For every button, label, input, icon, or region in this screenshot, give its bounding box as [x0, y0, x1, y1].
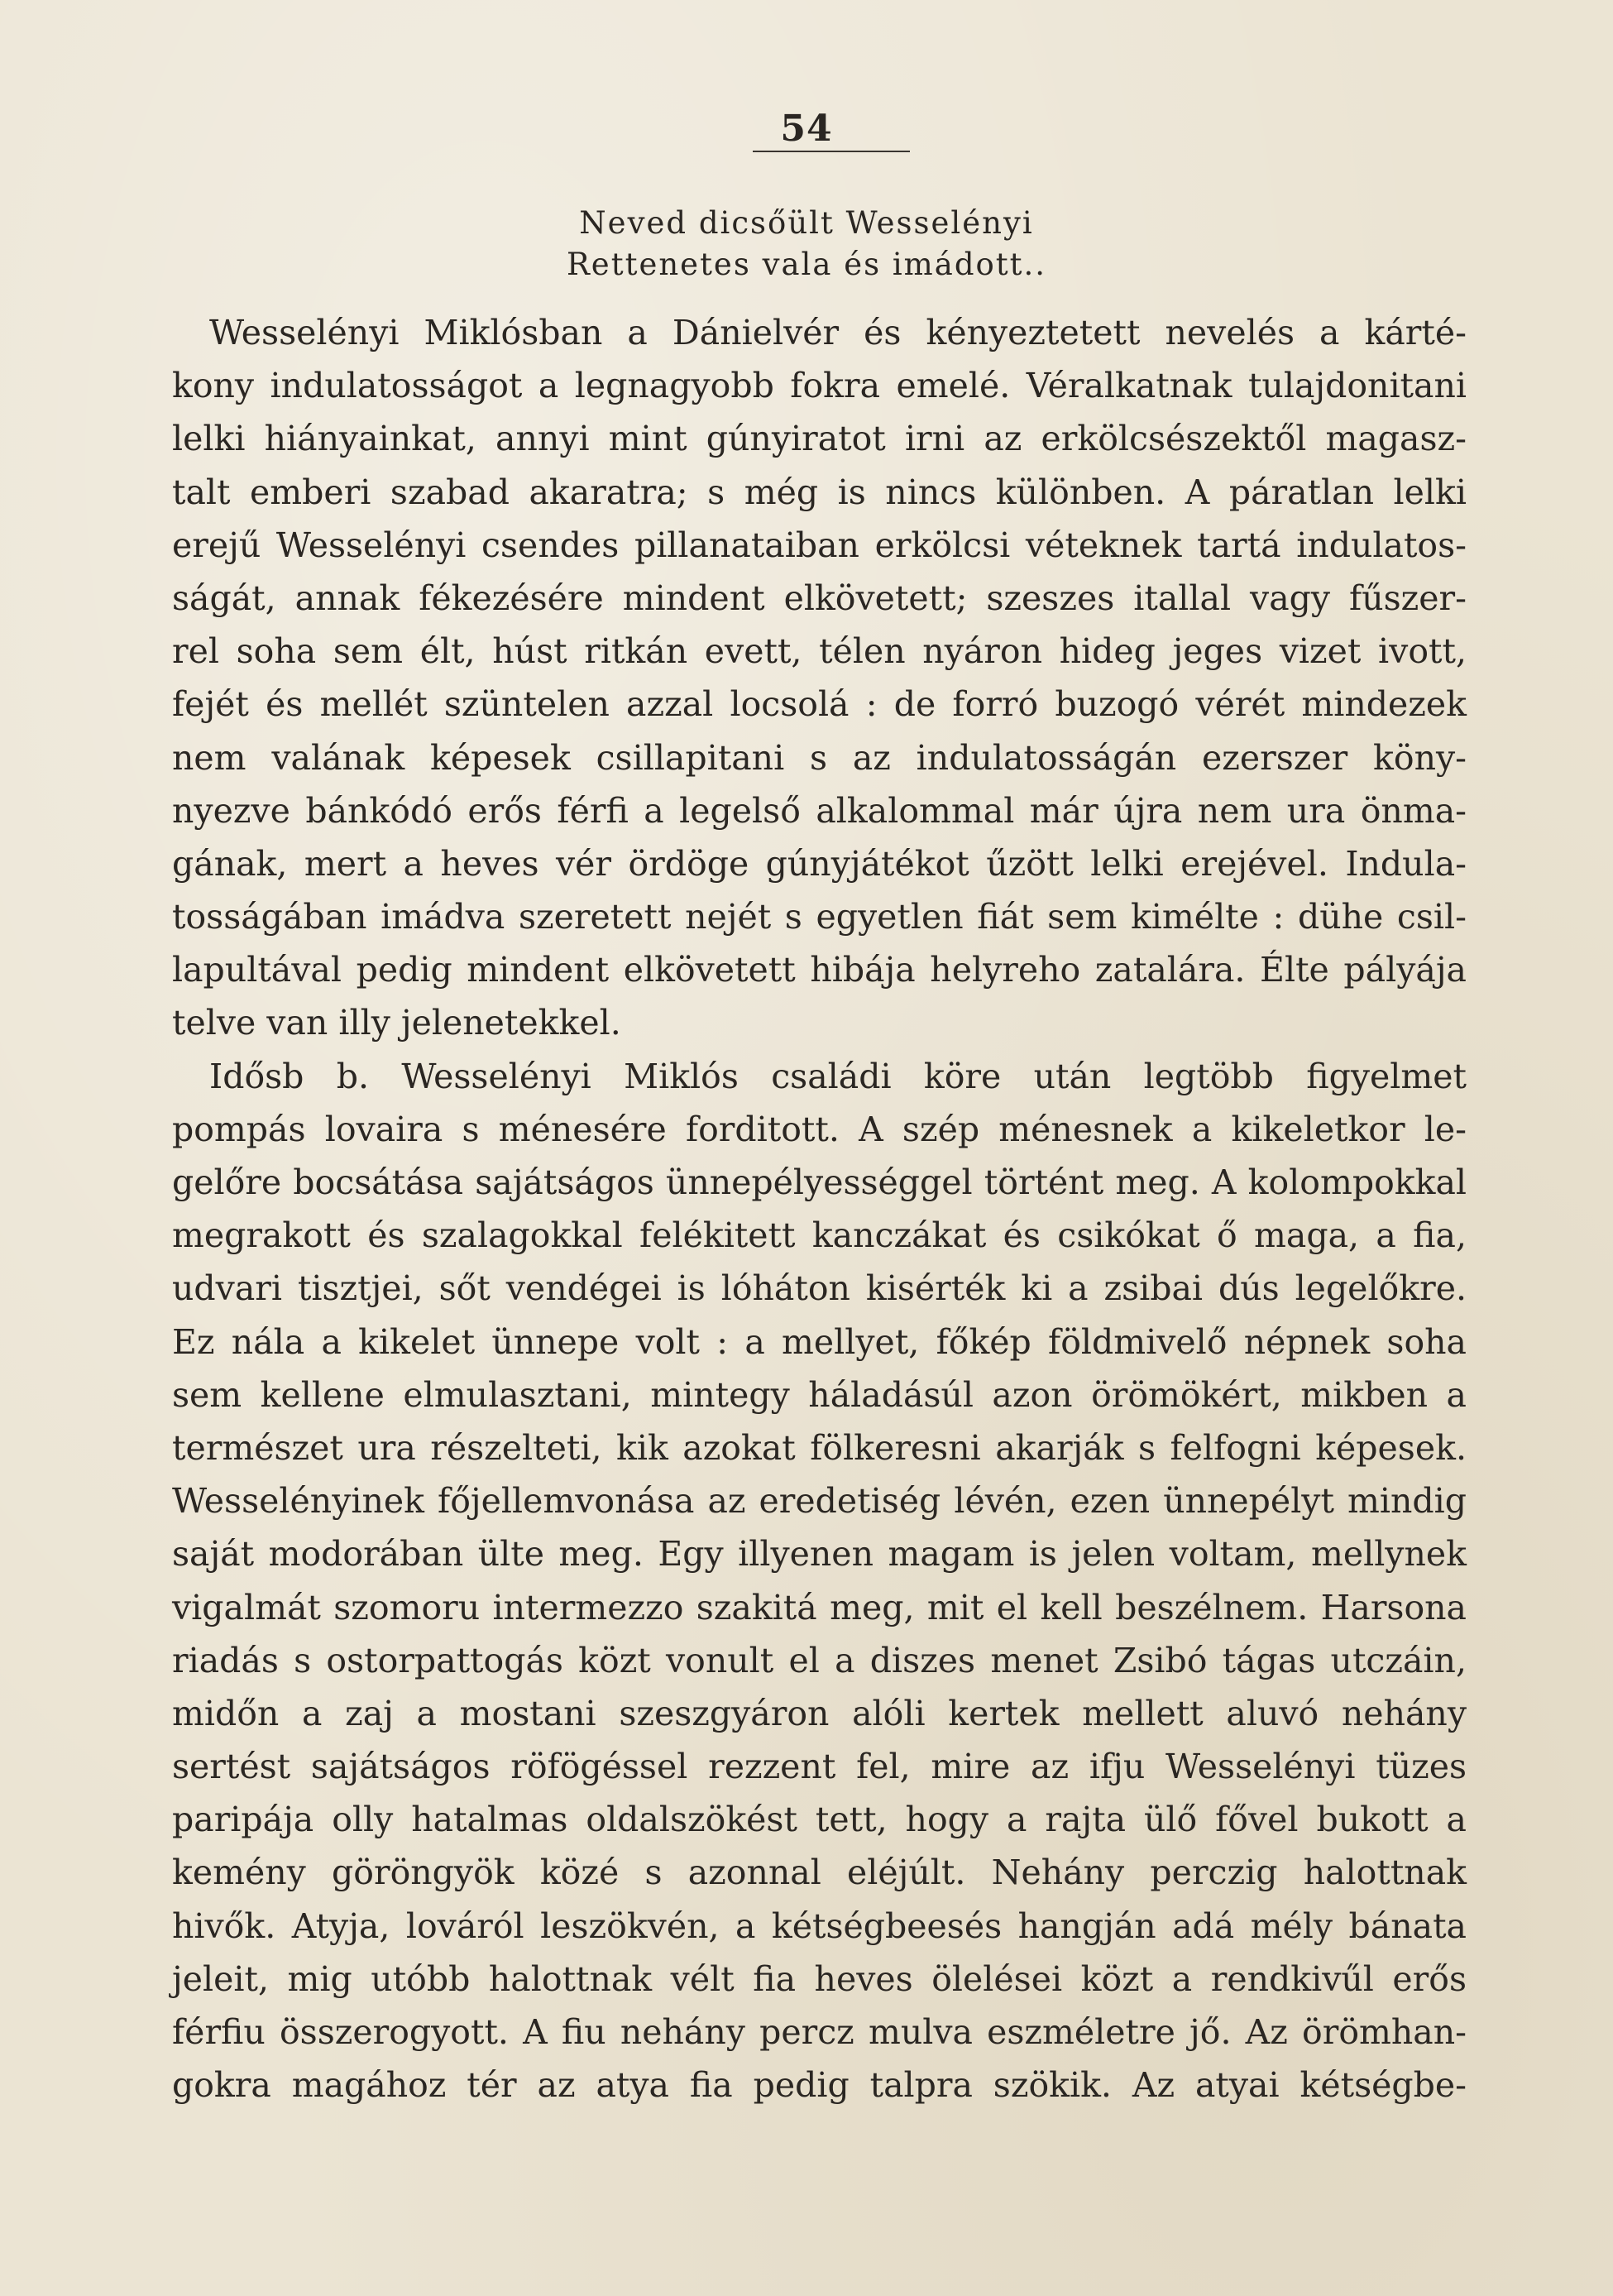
text-line: rel soha sem élt, húst ritkán evett, télen nyáron hideg jeges vizet ivott, — [172, 631, 1467, 672]
text-line: talt emberi szabad akaratra; s még is nincs különben. A páratlan lelki — [172, 472, 1467, 512]
text-line: udvari tisztjei, sőt vendégei is lóháton kisérték ki a zsibai dús legelőkre. — [172, 1268, 1467, 1309]
paragraph-1 — [172, 306, 1467, 1050]
text-line: pompás lovaira s ménesére forditott. A szép ménesnek a kikeletkor le- — [172, 1109, 1467, 1149]
body-text — [172, 306, 1467, 2111]
text-line: lelki hiányainkat, annyi mint gúnyiratot irni az erkölcsészektől magasz- — [172, 419, 1467, 459]
text-line: saját modorában ülte meg. Egy illyenen magam is jelen voltam, mellynek — [172, 1534, 1467, 1575]
text-line: jeleit, mig utóbb halottnak vélt fia heves ölelései közt a rendkivűl erős — [172, 1958, 1467, 1999]
text-line: kemény göröngyök közé s azonnal eléjúlt. Nehány perczig halottnak — [172, 1853, 1467, 1893]
text-line: sertést sajátságos röfögéssel rezzent fel, mire az ifju Wesselényi tüzes — [172, 1747, 1467, 1787]
page-number-rule — [753, 151, 910, 152]
text-line: gokra magához tér az atya fia pedig talpra szökik. Az atyai kétségbe- — [172, 2065, 1467, 2106]
text-line: sem kellene elmulasztani, mintegy háladásúl azon örömökért, mikben a — [172, 1374, 1467, 1415]
text-line: nem valának képesek csillapitani s az indulatosságán ezerszer köny- — [172, 737, 1467, 778]
motto-line: Rettenetes vala és imádott.. — [566, 247, 1047, 282]
text-line: Idősb b. Wesselényi Miklós családi köre után legtöbb figyelmet — [209, 1056, 1467, 1096]
text-line: Ez nála a kikelet ünnepe volt : a mellyet, főkép földmivelő népnek soha — [172, 1321, 1467, 1362]
text-line: telve van illy jelenetekkel. — [172, 1003, 621, 1043]
text-line: Wesselényi Miklósban a Dánielvér és kényeztetett nevelés a kárté- — [209, 313, 1467, 352]
text-line: természet ura részelteti, kik azokat fölkeresni akarják s felfogni képesek. — [172, 1427, 1467, 1468]
text-line: gának, mert a heves vér ördöge gúnyjátékot űzött lelki erejével. Indula- — [172, 843, 1467, 884]
motto-line: Neved dicsőült Wesselényi — [579, 205, 1034, 241]
text-line: vigalmát szomoru intermezzo szakitá meg, mit el kell beszélnem. Harsona — [172, 1587, 1467, 1627]
text-line: nyezve bánkódó erős férfi a legelső alkalommal már újra nem ura önma- — [172, 790, 1467, 831]
text-line: lapultával pedig mindent elkövetett hibája helyreho zatalára. Élte pályája — [172, 950, 1467, 990]
text-line: kony indulatosságot a legnagyobb fokra emelé. Véralkatnak tulajdonitani — [172, 366, 1467, 406]
text-line: tosságában imádva szeretett nejét s egyetlen fiát sem kimélte : dühe csil- — [172, 897, 1467, 937]
text-line: megrakott és szalagokkal felékitett kanczákat és csikókat ő maga, a fia, — [172, 1215, 1467, 1256]
text-line: ságát, annak fékezésére mindent elkövetett; szeszes itallal vagy fűszer- — [172, 578, 1467, 618]
text-line: erejű Wesselényi csendes pillanataiban erkölcsi véteknek tartá indulatos- — [172, 525, 1467, 565]
motto — [0, 203, 1613, 285]
text-line: fejét és mellét szüntelen azzal locsolá : de forró buzogó vérét mindezek — [172, 684, 1467, 725]
text-line: riadás s ostorpattogás közt vonult el a diszes menet Zsibó tágas utczáin, — [172, 1640, 1467, 1680]
text-line: midőn a zaj a mostani szeszgyáron alóli kertek mellett aluvó nehány — [172, 1693, 1467, 1733]
text-line: Wesselényinek főjellemvonása az eredetiség lévén, ezen ünnepélyt mindig — [172, 1481, 1467, 1522]
text-line: paripája olly hatalmas oldalszökést tett, hogy a rajta ülő fővel bukott a — [172, 1800, 1467, 1840]
text-line: gelőre bocsátása sajátságos ünnepélyességgel történt meg. A kolompokkal — [172, 1162, 1467, 1202]
paragraph-2 — [172, 1050, 1467, 2112]
page-number: 54 — [780, 108, 833, 150]
text-line: hivők. Atyja, lováról leszökvén, a kétségbeesés hangján adá mély bánata — [172, 1905, 1467, 1946]
text-line: férfiu összerogyott. A fiu nehány percz mulva eszméletre jő. Az örömhan- — [172, 2012, 1467, 2052]
